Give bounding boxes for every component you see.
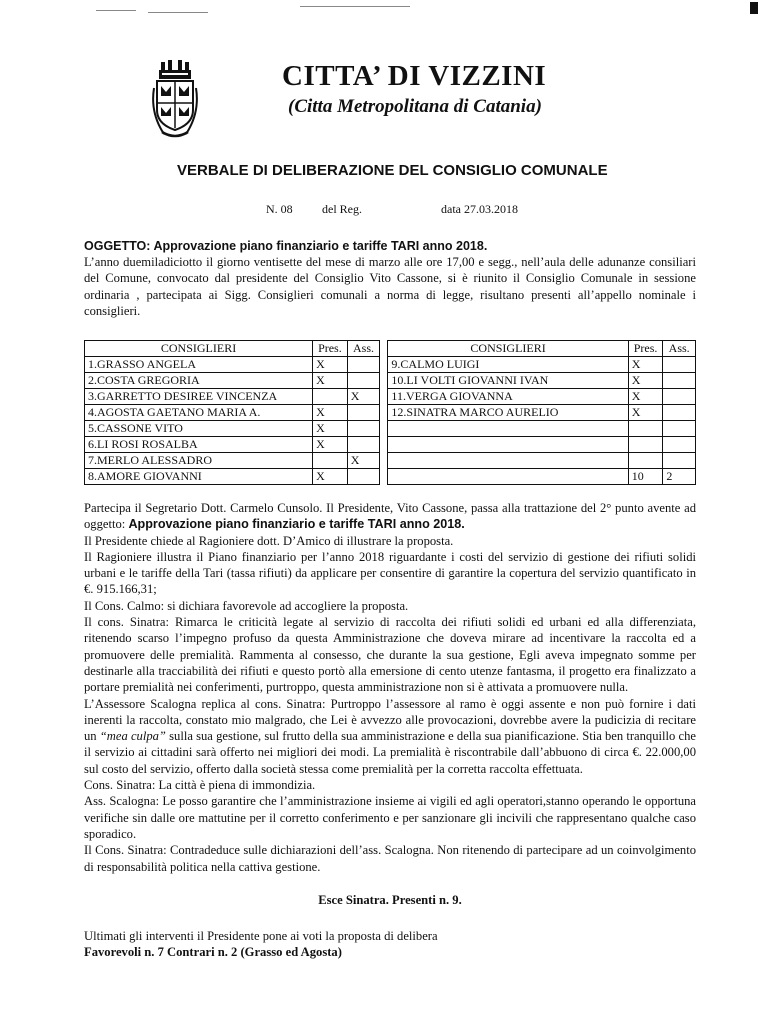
present-mark: X [628, 405, 663, 421]
column-gap [380, 357, 388, 373]
table-row [85, 421, 696, 437]
councillor-name: 10.LI VOLTI GIOVANNI IVAN [388, 373, 628, 389]
column-gap [380, 389, 388, 405]
councillor-name: 4.AGOSTA GAETANO MARIA A. [85, 405, 313, 421]
exit-note: Esce Sinatra. Presenti n. 9. [318, 893, 462, 907]
paragraph-sinatra-2: Cons. Sinatra: La città è piena di immondizia. [84, 778, 316, 793]
delibera-number: N. 08 [266, 202, 293, 216]
oggetto-line: OGGETTO: Approvazione piano finanziario e tariffe TARI anno 2018. [84, 239, 488, 253]
absent-mark [347, 421, 380, 437]
scan-artifact [148, 12, 208, 13]
present-mark: X [313, 437, 348, 453]
paragraph-segretario-text: Partecipa il Segretario Dott. Carmelo Cunsolo. Il Presidente, Vito Cassone, passa alla trattazione del 2° punto avente ad oggetto: [84, 501, 696, 532]
absent-total: 2 [663, 469, 696, 485]
paragraph-segretario [84, 500, 696, 533]
present-mark: X [628, 389, 663, 405]
column-gap [380, 373, 388, 389]
absent-mark [347, 373, 380, 389]
councillor-name: 2.COSTA GREGORIA [85, 373, 313, 389]
delibera-date: data 27.03.2018 [441, 202, 518, 216]
councillor-name: 6.LI ROSI ROSALBA [85, 437, 313, 453]
absent-mark [663, 373, 696, 389]
present-mark: X [628, 373, 663, 389]
absent-mark [347, 437, 380, 453]
col-pres-left: Pres. [313, 341, 348, 357]
column-gap [380, 437, 388, 453]
present-mark [628, 437, 663, 453]
paragraph-presidente: Il Presidente chiede al Ragioniere dott. D’Amico di illustrare la proposta. [84, 533, 454, 548]
present-mark [313, 453, 348, 469]
paragraph-scalogna-1-a: L’Assessore Scalogna replica al cons. Sinatra: Purtroppo l’assessore al ramo è oggi assente e non può fornire i dati inerenti la raccolta, constato mio malgrado, che Lei è avvezzo alle provocazioni, dovrebbe avere la pudicizia di recitare un [84, 696, 696, 744]
table-row [85, 389, 696, 405]
councillor-name: 11.VERGA GIOVANNA [388, 389, 628, 405]
document-heading: VERBALE DI DELIBERAZIONE DEL CONSIGLIO COMUNALE [177, 162, 608, 179]
absent-mark [663, 421, 696, 437]
paragraph-sinatra-3: Il Cons. Sinatra: Contradeduce sulle dichiarazioni dell’ass. Scalogna. Non ritenendo di partecipare ad un coinvolgimento di responsabilità politica nella cattiva gestione. [84, 843, 696, 874]
councillor-name [388, 469, 628, 485]
absent-mark [663, 437, 696, 453]
absent-mark [347, 469, 380, 485]
table-row [85, 373, 696, 389]
col-consiglieri-left: CONSIGLIERI [85, 341, 313, 357]
councillor-name [388, 421, 628, 437]
present-mark [628, 421, 663, 437]
intro-paragraph [84, 254, 696, 319]
councillor-name: 1.GRASSO ANGELA [85, 357, 313, 373]
minutes-body [84, 500, 696, 875]
paragraph-sinatra-1: Il cons. Sinatra: Rimarca le criticità legate al servizio di raccolta dei rifiuti solidi ed urbani ed alla differenziata, ritenendo scarso l’impegno profuso da questa Amministrazione che doveva mirare ad incentivare la raccolta ed a promuovere delle premialità. Rammenta al consesso, che durante la sua gestione, Egli aveva impegnato somme per destinarle alla tracciabilità dei rifiuti e questo portò alla emersione di cento utenze fantasma, il progetto era finalizzato a portare premialità nei conferimenti, purtroppo, questa amministrazione non si è attivata a promuovere nulla. [84, 615, 696, 695]
column-gap [380, 453, 388, 469]
absent-mark [347, 405, 380, 421]
councillor-name [388, 453, 628, 469]
paragraph-ragioniere: Il Ragioniere illustra il Piano finanziario per l’anno 2018 riguardante i costi del servizio di gestione dei rifiuti solidi urbani e le tariffe della Tari (tassa rifiuti) da applicare per consentire di garantire la copertura del servizio quantificato in €. 915.166,31; [84, 549, 696, 597]
present-mark [628, 453, 663, 469]
absent-mark [663, 389, 696, 405]
col-ass-right: Ass. [663, 341, 696, 357]
absent-mark [347, 357, 380, 373]
present-mark [313, 389, 348, 405]
councillor-name: 9.CALMO LUIGI [388, 357, 628, 373]
councillor-name: 12.SINATRA MARCO AURELIO [388, 405, 628, 421]
column-gap [380, 341, 388, 357]
col-consiglieri-right: CONSIGLIERI [388, 341, 628, 357]
present-mark: X [313, 469, 348, 485]
scan-artifact [96, 10, 136, 11]
paragraph-calmo: Il Cons. Calmo: si dichiara favorevole ad accogliere la proposta. [84, 598, 409, 613]
present-mark: X [313, 373, 348, 389]
city-title: CITTA’ DI VIZZINI [282, 60, 547, 92]
scan-corner-mark [750, 2, 758, 14]
city-subtitle: (Citta Metropolitana di Catania) [288, 96, 542, 117]
absent-mark [663, 453, 696, 469]
absent-mark: X [347, 453, 380, 469]
column-gap [380, 421, 388, 437]
column-gap [380, 469, 388, 485]
table-row [85, 469, 696, 485]
attendance-table [84, 340, 696, 485]
city-crest-icon [150, 58, 200, 142]
councillor-name: 8.AMORE GIOVANNI [85, 469, 313, 485]
present-mark: X [313, 405, 348, 421]
table-row [85, 437, 696, 453]
col-ass-left: Ass. [347, 341, 380, 357]
absent-mark [663, 405, 696, 421]
mea-culpa-phrase: “mea culpa” [99, 729, 166, 744]
column-gap [380, 405, 388, 421]
present-mark: X [313, 357, 348, 373]
table-header-row [85, 341, 696, 357]
table-row [85, 357, 696, 373]
present-total: 10 [628, 469, 663, 485]
registro-label: del Reg. [322, 202, 362, 216]
paragraph-scalogna-2: Ass. Scalogna: Le posso garantire che l’amministrazione insieme ai vigili ed agli operatori,stanno operando le opportuna verifiche sin dalle ore mattutine per il corretto conferimento e per sanzionare gli incivili che rappresentano qualche caso sporadico. [84, 794, 696, 841]
councillor-name [388, 437, 628, 453]
absent-mark [663, 357, 696, 373]
present-mark: X [628, 357, 663, 373]
vote-result: Favorevoli n. 7 Contrari n. 2 (Grasso ed Agosta) [84, 945, 342, 959]
present-mark: X [313, 421, 348, 437]
table-row [85, 453, 696, 469]
agenda-item-title: Approvazione piano finanziario e tariffe TARI anno 2018. [128, 517, 465, 532]
councillor-name: 7.MERLO ALESSADRO [85, 453, 313, 469]
col-pres-right: Pres. [628, 341, 663, 357]
absent-mark: X [347, 389, 380, 405]
paragraph-scalogna-1-b: sulla sua gestione, sul frutto della sua amministrazione e della sua pianificazione. Stia ben tranquillo che il servizio ai cittadini sarà offerto nei migliori dei modi. La premialità è riscontrabile dall’abbuono di circa €. 22.000,00 sul costo del servizio, offerto dalla società stessa come premialità per la corretta raccolta effettuata. [84, 729, 696, 776]
table-row [85, 405, 696, 421]
vote-intro: Ultimati gli interventi il Presidente pone ai voti la proposta di delibera [84, 929, 438, 943]
councillor-name: 5.CASSONE VITO [85, 421, 313, 437]
paragraph-scalogna-1 [84, 696, 696, 777]
intro-text: L’anno duemiladiciotto il giorno ventisette del mese di marzo alle ore 17,00 e segg., nell’aula delle adunanze consiliari del Comune, convocato dal presidente del Consiglio Vito Cassone, si è riunito il Consiglio Comunale in sessione ordinaria , partecipata ai Sigg. Consiglieri comunali a norma di legge, risultano presenti all’appello nominale i consiglieri. [84, 255, 696, 318]
scan-artifact [300, 6, 410, 7]
councillor-name: 3.GARRETTO DESIREE VINCENZA [85, 389, 313, 405]
